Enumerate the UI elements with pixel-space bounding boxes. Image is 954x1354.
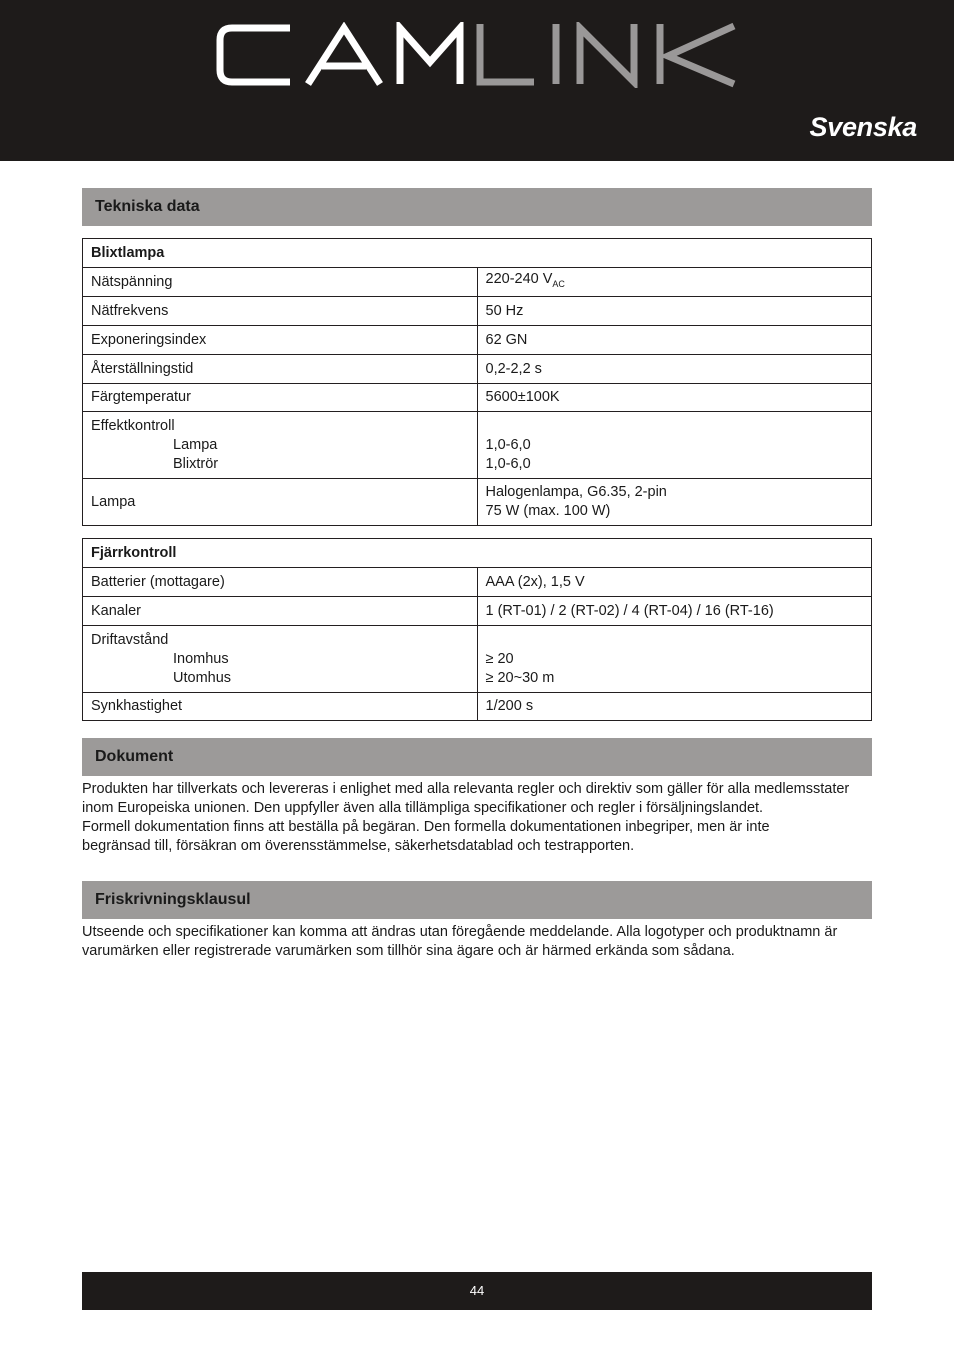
row-label: Batterier (mottagare) (83, 568, 478, 597)
section-title-dokument: Dokument (82, 738, 872, 776)
row-value: 62 GN (477, 326, 872, 355)
table-row (83, 355, 872, 384)
table-row (83, 597, 872, 626)
section-title-friskrivningsklausul: Friskrivningsklausul (82, 881, 872, 919)
row-value: 5600±100K (477, 384, 872, 412)
row-label: Kanaler (83, 597, 478, 626)
table-row (83, 568, 872, 597)
row-label: Lampa (83, 479, 478, 526)
table-title: Blixtlampa (83, 239, 872, 268)
table-row (83, 326, 872, 355)
document-paragraph: Produkten har tillverkats och levereras i enlighet med alla relevanta regler och direktiv som gäller för alla medlemsstater inom Europeiska unionen. Den uppfyller även alla tillämpliga specifikationer och regler i försäljningslandet. Formell dokumentation finns att beställa på begäran. Den formella dokumentationen inbegriper, men är inte begränsad till, försäkran om överensstämmelse, säkerhetsdatablad och testrapporten. (82, 781, 850, 854)
table-row (83, 268, 872, 297)
row-label: Synkhastighet (83, 693, 478, 721)
table-row (83, 626, 872, 693)
language-label: Svenska (809, 112, 917, 142)
row-label: Driftavstånd Inomhus Utomhus (83, 626, 478, 693)
disclaimer-paragraph: Utseende och specifikationer kan komma att ändras utan föregående meddelande. Alla logotyper och produktnamn är varumärken eller registrerade varumärken som tillhör sina ägare och är härmed erkända som sådana. (82, 924, 838, 959)
table-row (83, 297, 872, 326)
row-value: ≥ 20 ≥ 20~30 m (477, 626, 872, 693)
row-value: AAA (2x), 1,5 V (477, 568, 872, 597)
section-title-tekniska-data: Tekniska data (82, 188, 872, 226)
row-value: 1,0-6,0 1,0-6,0 (477, 412, 872, 479)
row-value: 1 (RT-01) / 2 (RT-02) / 4 (RT-04) / 16 (RT-16) (477, 597, 872, 626)
row-value: 0,2-2,2 s (477, 355, 872, 384)
remote-spec-table (82, 538, 872, 721)
page-footer (82, 1272, 872, 1310)
row-value: Halogenlampa, G6.35, 2-pin 75 W (max. 100 W) (477, 479, 872, 526)
table-title: Fjärrkontroll (83, 539, 872, 568)
table-row (83, 693, 872, 721)
row-value: 220-240 $V_{AC}$ (477, 268, 872, 297)
row-value: 1/200 s (477, 693, 872, 721)
row-label: Återställningstid (83, 355, 478, 384)
flash-spec-table (82, 238, 872, 526)
table-row (83, 412, 872, 479)
row-label: Effektkontroll Lampa Blixtrör (83, 412, 478, 479)
page-number: 44 (469, 1283, 485, 1298)
row-label: Nätspänning (83, 268, 478, 297)
row-label: Exponeringsindex (83, 326, 478, 355)
table-row (83, 384, 872, 412)
row-value: 50 Hz (477, 297, 872, 326)
table-row (83, 479, 872, 526)
row-label: Nätfrekvens (83, 297, 478, 326)
row-label: Färgtemperatur (83, 384, 478, 412)
page-header (0, 0, 954, 161)
camlink-logo (216, 22, 738, 88)
